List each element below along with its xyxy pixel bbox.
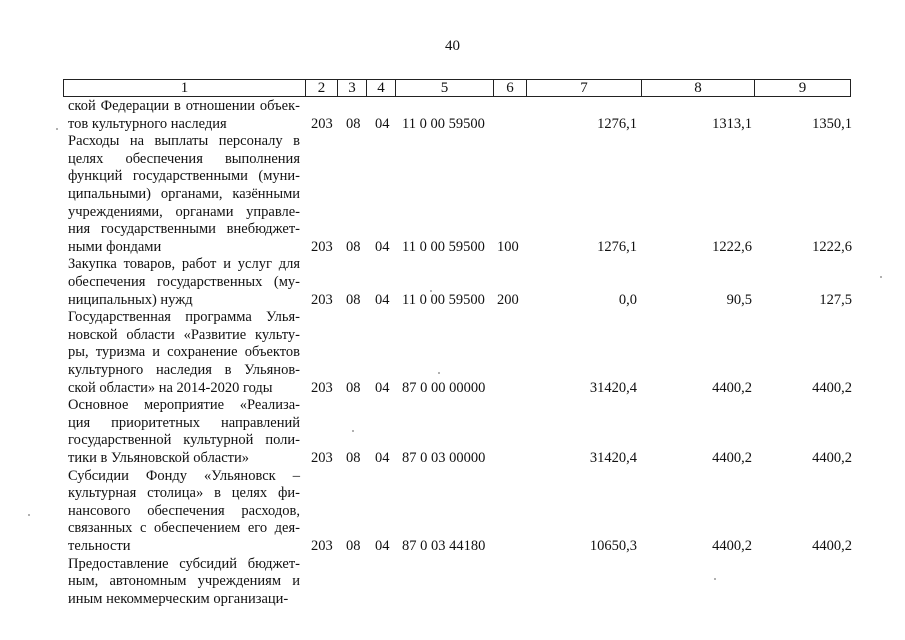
cell-c5: 87 0 03 44180 (402, 538, 486, 554)
description-line: учреждениями, органами управле- (68, 203, 300, 220)
cell-c9: 4400,2 (812, 379, 852, 396)
cell-c2: 203 (311, 238, 333, 255)
description-line: целях обеспечения выполнения (68, 150, 300, 167)
description-line: ным, автономным учреждениям и (68, 573, 300, 590)
cell-c7: 31420,4 (589, 450, 637, 466)
description-line: ципальными) органами, казёнными (68, 185, 300, 202)
description-line: тельности (68, 537, 131, 554)
cell-c5: 87 0 03 00000 (402, 450, 486, 466)
cell-c7: 10650,3 (589, 538, 637, 554)
cell-c4: 04 (375, 379, 390, 396)
cell-c7: 1276,1 (597, 238, 637, 255)
cell-c5: 11 0 00 59500 (402, 291, 485, 308)
description-line: нансового обеспечения расходов, (68, 502, 300, 519)
cell-c8: 4400,2 (712, 379, 752, 396)
header-col-2: 2 (306, 80, 338, 97)
description-line: тики в Ульяновской области» (68, 449, 250, 466)
description-line: ской Федерации в отношении объек- (68, 98, 300, 114)
scan-speck (352, 430, 354, 432)
description-line: тов культурного наследия (68, 115, 227, 132)
cell-c9: 1222,6 (812, 238, 852, 255)
row-description (68, 556, 300, 609)
description-line: Расходы на выплаты персоналу в (68, 133, 300, 150)
description-line: Субсидии Фонду «Ульяновск – (68, 467, 300, 484)
description-line: ры, туризма и сохранение объектов (68, 344, 300, 361)
description-line: обеспечения государственных (му- (68, 273, 300, 290)
header-col-3: 3 (338, 80, 367, 97)
cell-c2: 203 (311, 379, 333, 396)
description-line: Закупка товаров, работ и услуг для (68, 256, 300, 273)
cell-c5: 11 0 00 59500 (402, 238, 485, 255)
description-line: ниципальных) нужд (68, 291, 193, 308)
header-col-1: 1 (64, 80, 306, 97)
description-line: новской области «Развитие культу- (68, 326, 300, 343)
scan-speck (430, 290, 432, 292)
cell-c3: 08 (346, 291, 361, 308)
description-line: культурного наследия в Ульянов- (68, 361, 300, 378)
header-col-7: 7 (527, 80, 642, 97)
description-line: иным некоммерческим организаци- (68, 590, 289, 607)
scan-speck (880, 276, 882, 278)
cell-c9: 4400,2 (812, 538, 852, 554)
cell-c4: 04 (375, 291, 390, 308)
description-line: ния государственными внебюджет- (68, 221, 300, 238)
cell-c8: 1222,6 (712, 238, 752, 255)
cell-c3: 08 (346, 115, 361, 132)
cell-c9: 127,5 (819, 291, 852, 308)
description-line: ция приоритетных направлений (68, 414, 300, 431)
cell-c7: 0,0 (618, 291, 637, 308)
cell-c7: 31420,4 (589, 379, 637, 396)
description-line: Государственная программа Улья- (68, 309, 300, 326)
cell-c2: 203 (311, 450, 333, 466)
cell-c8: 4400,2 (712, 538, 752, 554)
cell-c8: 4400,2 (712, 450, 752, 466)
cell-c4: 04 (375, 238, 390, 255)
cell-c4: 04 (375, 450, 390, 466)
cell-c5: 87 0 00 00000 (402, 379, 486, 396)
description-line: связанных с обеспечением его дея- (68, 520, 300, 537)
row-description (68, 133, 300, 256)
cell-c3: 08 (346, 379, 361, 396)
description-line: функций государственными (муни- (68, 168, 300, 185)
cell-c5: 11 0 00 59500 (402, 115, 485, 132)
row-description (68, 468, 300, 556)
description-line: Основное мероприятие «Реализа- (68, 397, 300, 414)
cell-c3: 08 (346, 450, 361, 466)
description-line: ской области» на 2014-2020 годы (68, 379, 273, 396)
header-col-4: 4 (367, 80, 396, 97)
cell-c6: 200 (497, 291, 519, 308)
cell-c6: 100 (497, 238, 519, 255)
cell-c7: 1276,1 (597, 115, 637, 132)
description-line: Предоставление субсидий бюджет- (68, 555, 300, 572)
page-number: 40 (445, 38, 460, 54)
row-description (68, 256, 300, 309)
cell-c2: 203 (311, 538, 333, 554)
header-col-6: 6 (494, 80, 527, 97)
row-description (68, 98, 300, 133)
cell-c4: 04 (375, 538, 390, 554)
row-description (68, 309, 300, 397)
cell-c9: 1350,1 (812, 115, 852, 132)
scan-speck (714, 578, 716, 580)
description-line: государственной культурной поли- (68, 432, 300, 449)
cell-c9: 4400,2 (812, 450, 852, 466)
cell-c8: 1313,1 (712, 115, 752, 132)
header-col-8: 8 (642, 80, 755, 97)
description-line: культурная столица» в целях фи- (68, 485, 300, 502)
header-col-9: 9 (755, 80, 851, 97)
cell-c3: 08 (346, 238, 361, 255)
cell-c8: 90,5 (726, 291, 752, 308)
row-description (68, 397, 300, 467)
header-col-5: 5 (396, 80, 494, 97)
cell-c4: 04 (375, 115, 390, 132)
scan-speck (56, 128, 58, 130)
cell-c2: 203 (311, 115, 333, 132)
cell-c3: 08 (346, 538, 361, 554)
scan-speck (438, 372, 440, 374)
description-line: ными фондами (68, 238, 162, 255)
scan-speck (28, 514, 30, 516)
cell-c2: 203 (311, 291, 333, 308)
